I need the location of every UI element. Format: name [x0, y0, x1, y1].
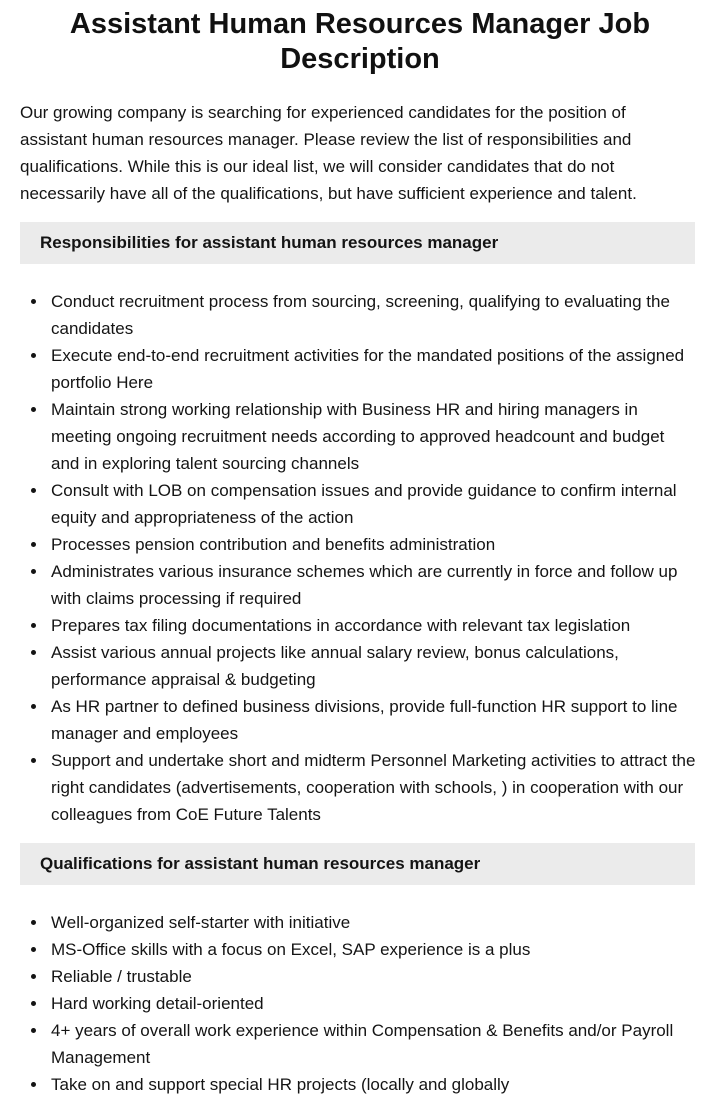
list-item: • Well-organized self-starter with initiative	[48, 909, 696, 936]
qualifications-section-heading: Qualifications for assistant human resources manager	[20, 843, 695, 885]
list-item: • MS-Office skills with a focus on Excel, SAP experience is a plus	[48, 936, 696, 963]
page-title: Assistant Human Resources Manager Job Description	[69, 8, 651, 75]
list-item: • Maintain strong working relationship with Business HR and hiring managers in meeting ongoing recruitment needs according to approved headcount and budget and in exploring talent sourcing channels	[48, 396, 696, 477]
list-item: • Consult with LOB on compensation issues and provide guidance to confirm internal equity and appropriateness of the action	[48, 477, 696, 531]
list-item: • Reliable / trustable	[48, 963, 696, 990]
list-item: • Hard working detail-oriented	[48, 990, 696, 1017]
list-item: • Processes pension contribution and benefits administration	[48, 531, 696, 558]
responsibilities-list	[20, 288, 696, 828]
list-item: • Execute end-to-end recruitment activities for the mandated positions of the assigned portfolio Here	[48, 342, 696, 396]
list-item: • As HR partner to defined business divisions, provide full-function HR support to line manager and employees	[48, 693, 696, 747]
intro-paragraph: Our growing company is searching for experienced candidates for the position of assistant human resources manager. Please review the list of responsibilities and qualifications. While this is our ideal list, we will consider candidates that do not necessarily have all of the qualifications, but have sufficient experience and talent.	[20, 103, 637, 203]
list-item: • Assist various annual projects like annual salary review, bonus calculations, performance appraisal & budgeting	[48, 639, 696, 693]
list-item: • Conduct recruitment process from sourcing, screening, qualifying to evaluating the candidates	[48, 288, 696, 342]
qualifications-list	[20, 909, 696, 1098]
list-item: • 4+ years of overall work experience within Compensation & Benefits and/or Payroll Management	[48, 1017, 696, 1071]
list-item: • Administrates various insurance schemes which are currently in force and follow up with claims processing if required	[48, 558, 696, 612]
list-item: • Support and undertake short and midterm Personnel Marketing activities to attract the right candidates (advertisements, cooperation with schools, ) in cooperation with our colleagues from CoE Future Talents	[48, 747, 696, 828]
list-item: • Take on and support special HR projects (locally and globally	[48, 1071, 696, 1098]
list-item: • Prepares tax filing documentations in accordance with relevant tax legislation	[48, 612, 696, 639]
responsibilities-section-heading: Responsibilities for assistant human resources manager	[20, 222, 695, 264]
